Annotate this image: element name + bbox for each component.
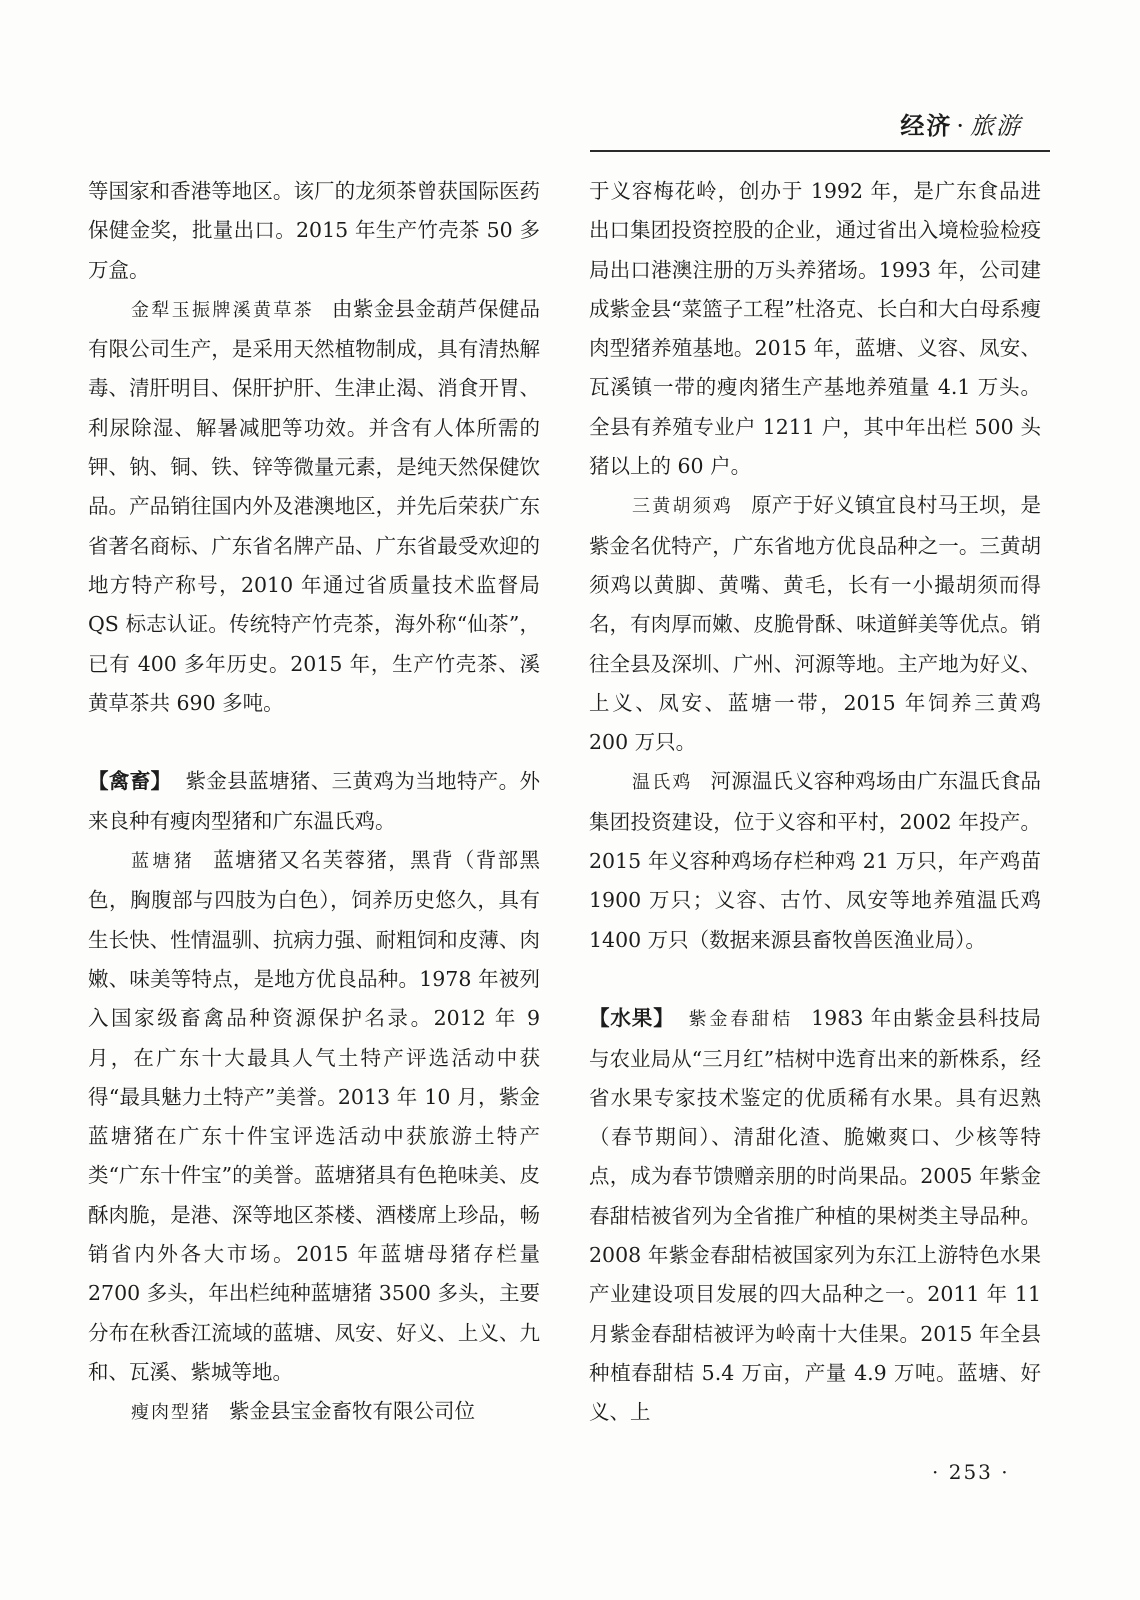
paragraph-lean-pig bbox=[88, 1392, 540, 1432]
item-body-lean-pig: 紫金县宝金畜牧有限公司位 bbox=[229, 1399, 476, 1424]
right-column bbox=[589, 172, 1041, 1433]
header-subsection: 旅游 bbox=[970, 112, 1022, 140]
paragraph-fruit-section bbox=[589, 999, 1041, 1432]
item-body-xihuangcao-tea: 由紫金县金葫芦保健品有限公司生产，是采用天然植物制成，具有清热解毒、清肝明目、保肝护肝、生津止渴、消食开胃、利尿除湿、解暑减肥等功效。并含有人体所需的钾、钠、铜、铁、锌等微量元素，是纯天然保健饮品。产品销往国内外及港澳地区，并先后荣获广东省著名商标、广东省名牌产品、广东省最受欢迎的地方特产称号，2010 年通过省质量技术监督局 QS 标志认证。传统特产竹壳茶，海外称“仙茶”，已有 400 多年历史。2015 年，生产竹壳茶、溪黄草茶共 690 多吨。 bbox=[88, 296, 541, 715]
section-tag-livestock: 【禽畜】 bbox=[88, 769, 172, 794]
paragraph-sanhuang-chicken bbox=[589, 486, 1041, 762]
header-dot: · bbox=[956, 112, 966, 140]
header-title bbox=[900, 106, 1022, 141]
item-title-sanhuang-chicken: 三黄胡须鸡 bbox=[632, 496, 734, 518]
header-section: 经济 bbox=[900, 111, 953, 140]
section-intro-livestock: 紫金县蓝塘猪、三黄鸡为当地特产。外来良种有瘦肉型猪和广东温氏鸡。 bbox=[88, 769, 540, 833]
item-body-lantang-pig: 蓝塘猪又名芙蓉猪，黑背（背部黑色，胸腹部与四肢为白色），饲养历史悠久，具有生长快、性情温驯、抗病力强、耐粗饲和皮薄、肉嫩、味美等特点，是地方优良品种。1978 年被列入国家级畜禽品种资源保护名录。2012 年 9 月，在广东十大最具人气土特产评选活动中获得“最具魅力土特产”美誉。2013 年 10 月，紫金蓝塘猪在广东十件宝评选活动中获旅游土特产类“广东十件宝”的美誉。蓝塘猪具有色艳味美、皮酥肉脆，是港、深等地区茶楼、酒楼席上珍品，畅销省内外各大市场。2015 年蓝塘母猪存栏量 2700 多头，年出栏纯种蓝塘猪 3500 多头，主要分布在秋香江流域的蓝塘、凤安、好义、上义、九和、瓦溪、紫城等地。 bbox=[88, 848, 541, 1384]
item-title-lean-pig: 瘦肉型猪 bbox=[131, 1402, 212, 1424]
item-body-wens-chicken: 河源温氏义容种鸡场由广东温氏食品集团投资建设，位于义容和平村，2002 年投产。2015 年义容种鸡场存栏种鸡 21 万只，年产鸡苗 1900 万只；义容、古竹、凤安等地养殖温氏鸡 1400 万只（数据来源县畜牧兽医渔业局）。 bbox=[589, 769, 1042, 952]
paragraph-wens-chicken bbox=[589, 762, 1041, 959]
section-tag-fruit: 【水果】 bbox=[589, 1006, 675, 1031]
left-column bbox=[88, 172, 540, 1433]
paragraph-lean-pig-continued: 于义容梅花岭，创办于 1992 年，是广东食品进出口集团投资控股的企业，通过省出入境检验检疫局出口港澳注册的万头养猪场。1993 年，公司建成紫金县“菜篮子工程”杜洛克、长白和大白母系瘦肉型猪养殖基地。2015 年，蓝塘、义容、凤安、瓦溪镇一带的瘦肉猪生产基地养殖量 4.1 万头。全县有养殖专业户 1211 户，其中年出栏 500 头猪以上的 60 户。 bbox=[589, 179, 1041, 479]
paragraph-continuation: 等国家和香港等地区。该厂的龙须茶曾获国际医药保健金奖，批量出口。2015 年生产竹壳茶 50 多万盒。 bbox=[88, 179, 540, 282]
paragraph-livestock-section bbox=[88, 762, 540, 841]
item-body-sanhuang-chicken: 原产于好义镇宜良村马王坝，是紫金名优特产，广东省地方优良品种之一。三黄胡须鸡以黄脚、黄嘴、黄毛，长有一小撮胡须而得名，有肉厚而嫩、皮脆骨酥、味道鲜美等优点。销往全县及深圳、广州、河源等地。主产地为好义、上义、凤安、蓝塘一带，2015 年饲养三黄鸡 200 万只。 bbox=[589, 493, 1042, 755]
item-title-lantang-pig: 蓝塘猪 bbox=[131, 851, 196, 873]
paragraph-lantang-pig bbox=[88, 841, 540, 1392]
item-title-wens-chicken: 温氏鸡 bbox=[632, 772, 693, 794]
item-title-xihuangcao-tea: 金犁玉振牌溪黄草茶 bbox=[131, 299, 315, 321]
item-title-chuntian-orange: 紫金春甜桔 bbox=[688, 1009, 794, 1031]
paragraph-xihuangcao-tea bbox=[88, 290, 540, 723]
item-body-chuntian-orange: 1983 年由紫金县科技局与农业局从“三月红”桔树中选育出来的新株系，经省水果专家技术鉴定的优质稀有水果。具有迟熟（春节期间）、清甜化渣、脆嫩爽口、少核等特点，成为春节馈赠亲朋的时尚果品。2005 年紫金春甜桔被省列为全省推广种植的果树类主导品种。2008 年紫金春甜桔被国家列为东江上游特色水果产业建设项目发展的四大品种之一。2011 年 11 月紫金春甜桔被评为岭南十大佳果。2015 年全县种植春甜桔 5.4 万亩，产量 4.9 万吨。蓝塘、好义、上 bbox=[589, 1006, 1042, 1425]
page-number: · 253 · bbox=[932, 1460, 1010, 1484]
running-header bbox=[590, 100, 1050, 152]
